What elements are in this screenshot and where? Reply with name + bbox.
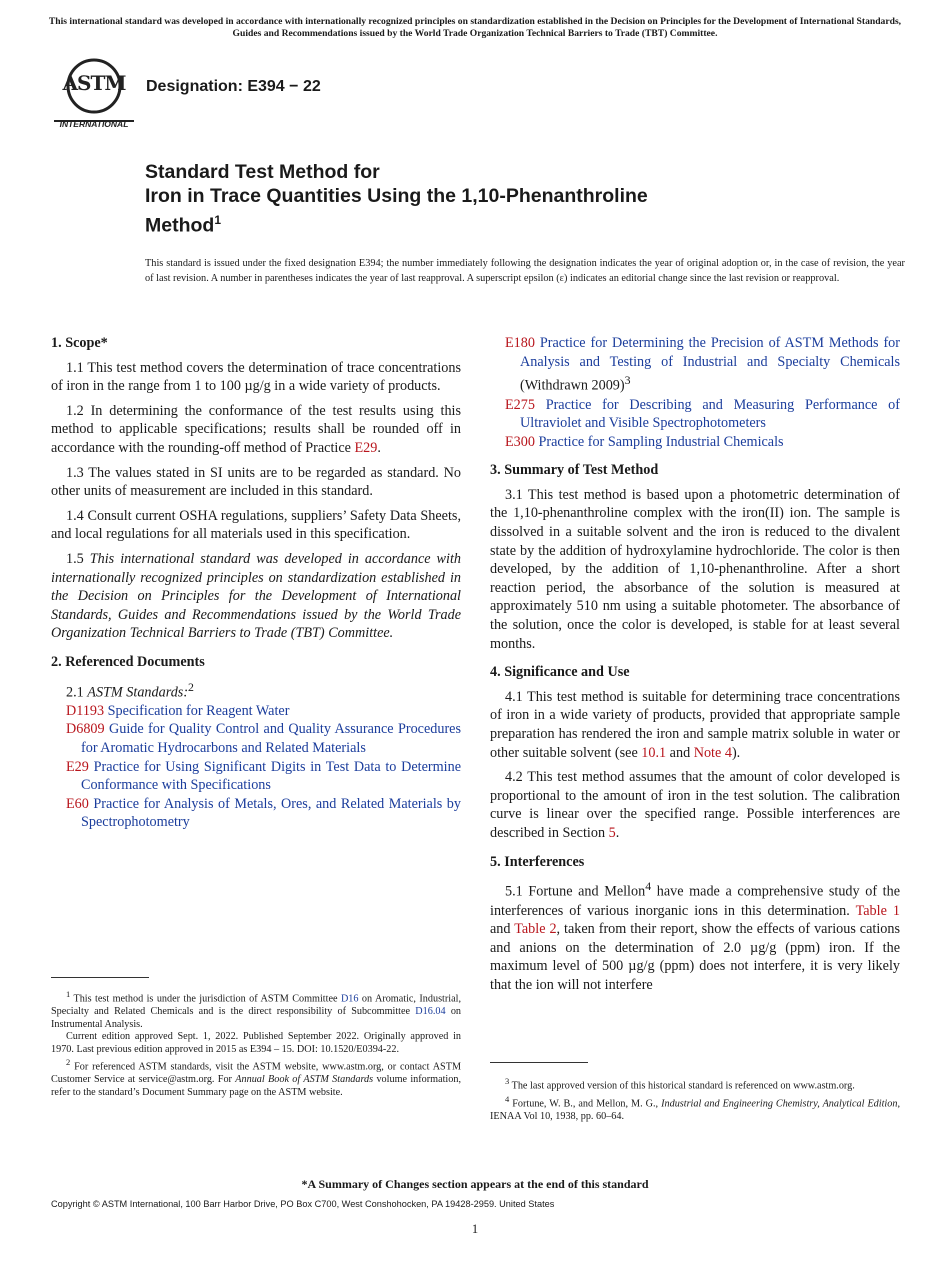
link-table-2[interactable]: Table 2 <box>514 921 557 938</box>
link-d16-04[interactable]: D16.04 <box>415 1005 446 1017</box>
reference-code-link[interactable]: D1193 <box>66 702 105 719</box>
link-table-1[interactable]: Table 1 <box>855 902 900 919</box>
para-1-2-end: . <box>377 439 381 456</box>
para-4-1-text: 4.1 This test method is suitable for determining trace concentrations of iron in a wide variety of products, provided that appropriate sample preparation has rendered the iron and sample matrix soluble in water or other suitable solvent (see <box>490 688 900 761</box>
footnote-3-text: The last approved version of this historical standard is referenced on www.astm.org. <box>509 1080 855 1092</box>
para-4-2-text: 4.2 This test method assumes that the amount of color developed is proportional to the amount of iron in the test solution. The calibration curve is linear over the specified range. Possible interferences are described in Section <box>490 769 900 841</box>
footnote-divider-left <box>51 977 149 978</box>
reference-code-link[interactable]: E275 <box>505 396 535 413</box>
footnote-4-mark: 4 <box>505 1093 510 1104</box>
reference-item <box>51 758 461 795</box>
tbt-notice: This international standard was developed in accordance with internationally recognized principles on standardization established in the Decision on Principles for the Development of International Standards, Guides and Recommendations issued by the World Trade Organization Technical Barriers to Trade (TBT) Committee. <box>48 16 902 39</box>
footnote-1-edition: Current edition approved Sept. 1, 2022. Published September 2022. Originally approved in 1970. Last previous edition approved in 2015 as E394 – 15. DOI: 10.1520/E0394-22. <box>51 1031 461 1055</box>
footnote-1-text-c: on Instrumental Analysis. <box>51 1005 462 1030</box>
reference-title-link[interactable]: Practice for Sampling Industrial Chemicals <box>538 433 784 450</box>
para-1-2 <box>51 402 461 458</box>
summary-of-changes-note: *A Summary of Changes section appears at the end of this standard <box>301 1177 649 1191</box>
reference-title-link[interactable]: Guide for Quality Control and Quality Assurance Procedures for Aromatic Hydrocarbons and Related Materials <box>81 721 461 757</box>
footnote-2-mark: 2 <box>66 1057 71 1068</box>
footnote-4 <box>490 1093 900 1124</box>
footnote-3-mark: 3 <box>505 1076 510 1086</box>
section-3-heading: 3. Summary of Test Method <box>490 462 659 479</box>
document-title <box>145 160 845 238</box>
logo-international: INTERNATIONAL <box>59 119 129 129</box>
title-line-3 <box>145 208 845 238</box>
reference-code-link[interactable]: E29 <box>66 758 89 775</box>
para-5-1-and: and <box>490 921 515 938</box>
reference-title-link[interactable]: Practice for Determining the Precision of ASTM Methods for Analysis and Testing of Industrial and Specialty Chemicals <box>520 335 901 370</box>
para-4-1-end: ). <box>731 744 741 761</box>
footnotes-left <box>51 988 461 1100</box>
para-4-1 <box>490 688 900 762</box>
para-4-1-and: and <box>666 744 694 761</box>
footnote-1-mark: 1 <box>66 989 71 999</box>
para-4-2 <box>490 768 900 842</box>
section-2-heading: 2. Referenced Documents <box>51 653 205 670</box>
copyright-line: Copyright © ASTM International, 100 Barr Harbor Drive, PO Box C700, West Conshohocken, PA 19428-2959. United States <box>51 1199 555 1209</box>
title-footnote-mark[interactable]: 1 <box>214 213 222 227</box>
footnote-1 <box>51 988 461 1031</box>
page-number: 1 <box>471 1222 479 1236</box>
footnote-1-text-a: This test method is under the jurisdiction of ASTM Committee <box>70 993 341 1005</box>
footnote-2-italic: Annual Book of ASTM Standards <box>235 1074 374 1086</box>
para-5-1-text-b: have made a comprehensive study of the interferences of various inorganic ions in this determination. <box>490 883 900 919</box>
para-5-1-text-c: , taken from their report, show the effects of various cations and anions on the determination of 2.0 µg/g (ppm) iron. If the maximum level of 500 µg/g (ppm) does not interfere, it is very likely that the ion will not interfere <box>490 921 900 993</box>
para-1-5-num: 1.5 <box>66 550 90 567</box>
issuance-statement: This standard is issued under the fixed designation E394; the number immediately following the designation indicates the year of original adoption or, in the case of revision, the year of last revision. A number in parentheses indicates the year of last reapproval. A superscript epsilon (ε) indicates an editorial change since the last revision or reapproval. <box>145 258 905 284</box>
para-4-2-end: . <box>615 824 620 841</box>
reference-list-left <box>51 702 461 832</box>
reference-withdrawn-note: (Withdrawn 2009) <box>520 377 625 394</box>
reference-code-link[interactable]: E60 <box>66 795 89 812</box>
reference-item <box>490 433 900 452</box>
section-4-heading: 4. Significance and Use <box>490 664 630 681</box>
para-1-1: 1.1 This test method covers the determination of trace concentrations of iron in the range from 1 to 100 µg/g in a wide variety of products. <box>51 359 461 395</box>
title-line-1: Standard Test Method for <box>145 161 380 183</box>
para-1-2-text: 1.2 In determining the conformance of the test results using this method to applicable specifications; results shall be rounded off in accordance with the rounding-off method of Practice <box>51 402 461 456</box>
reference-list-right <box>490 334 900 451</box>
para-5-1-text-a: 5.1 Fortune and Mellon <box>505 883 646 900</box>
reference-title-link[interactable]: Specification for Reagent Water <box>107 702 290 719</box>
link-d16[interactable]: D16 <box>340 993 359 1005</box>
reference-code-link[interactable]: E180 <box>505 335 535 351</box>
designation: Designation: E394 − 22 <box>146 78 321 95</box>
title-line-2: Iron in Trace Quantities Using the 1,10-Phenanthroline <box>145 185 648 207</box>
link-10-1[interactable]: 10.1 <box>641 744 667 761</box>
link-e29[interactable]: E29 <box>354 439 378 456</box>
para-1-5-text: This international standard was developed in accordance with internationally recognized principles on standardization established in the Decision on Principles for the Development of International Standards, Guides and Recommendations issued by the World Trade Organization Technical Barriers to Trade (TBT) Committee. <box>51 550 461 642</box>
footnote-divider-right <box>490 1062 588 1063</box>
right-column <box>490 334 900 994</box>
footnote-3 <box>490 1075 900 1093</box>
para-5-1 <box>490 877 900 994</box>
logo-letters: ASTM <box>62 71 126 95</box>
footnote-mark-3[interactable]: 3 <box>624 373 631 388</box>
footnote-mark-4[interactable]: 4 <box>645 879 652 894</box>
para-3-1: 3.1 This test method is based upon a photometric determination of the 1,10-phenanthroline complex with the iron(II) ion. The sample is dissolved in a suitable solvent and the iron is reduced to the divalent state by the addition of hydroxylamine hydrochloride. The color is then developed, by the addition of 1,10-phenanthroline. After a short reaction period, the absorbance of the solution is measured at approximately 510 nm using a suitable photometer. The absorbance of the solution, once the color is developed, is stable for at least several months. <box>490 486 900 652</box>
reference-item <box>490 396 900 433</box>
reference-title-link[interactable]: Practice for Describing and Measuring Performance of Ultraviolet and Visible Spectrophotometers <box>520 396 901 432</box>
reference-item <box>51 795 461 832</box>
section-5-heading: 5. Interferences <box>490 853 585 870</box>
footnote-2 <box>51 1056 461 1099</box>
reference-item <box>51 702 461 721</box>
para-1-3: 1.3 The values stated in SI units are to be regarded as standard. No other units of measurement are included in this standard. <box>51 464 461 500</box>
reference-item <box>51 720 461 757</box>
astm-logo <box>52 56 136 132</box>
reference-code-link[interactable]: D6809 <box>66 721 105 738</box>
footnote-1-text-b: on Aromatic, Industrial, Specialty and Related Chemicals and is the direct responsibility of Subcommittee <box>51 993 462 1017</box>
footnote-2-text-a: For referenced ASTM standards, visit the ASTM website, www.astm.org, or contact ASTM Customer Service at service@astm.org. For <box>51 1061 461 1086</box>
reference-title-link[interactable]: Practice for Using Significant Digits in Test Data to Determine Conformance with Specifications <box>81 758 461 794</box>
footnote-4-text-b: , IENAA Vol 10, 1938, pp. 60–64. <box>490 1098 900 1122</box>
left-column <box>51 334 461 832</box>
para-2-1-text: ASTM Standards: <box>87 684 189 701</box>
footnote-4-text-a: Fortune, W. B., and Mellon, M. G., <box>509 1098 662 1110</box>
title-line-3-text: Method <box>145 214 215 237</box>
para-1-4: 1.4 Consult current OSHA regulations, suppliers’ Safety Data Sheets, and local regulations for all materials used in this specification. <box>51 507 461 543</box>
footnotes-right <box>490 1075 900 1124</box>
reference-title-link[interactable]: Practice for Analysis of Metals, Ores, and Related Materials by Spectrophotometry <box>81 795 461 831</box>
link-note-4[interactable]: Note 4 <box>693 744 732 761</box>
footnote-4-italic: Industrial and Engineering Chemistry, Analytical Edition <box>661 1098 898 1110</box>
para-2-1-num: 2.1 <box>66 684 88 701</box>
para-1-5 <box>51 550 461 643</box>
footnote-2-text-b: volume information, refer to the standard’s Document Summary page on the ASTM website. <box>51 1074 461 1098</box>
footnote-mark-2[interactable]: 2 <box>188 679 194 694</box>
reference-code-link[interactable]: E300 <box>505 433 535 450</box>
link-section-5[interactable]: 5 <box>608 824 616 841</box>
section-1-heading: 1. Scope* <box>51 335 108 351</box>
reference-item <box>490 334 900 396</box>
para-2-1 <box>51 678 461 702</box>
